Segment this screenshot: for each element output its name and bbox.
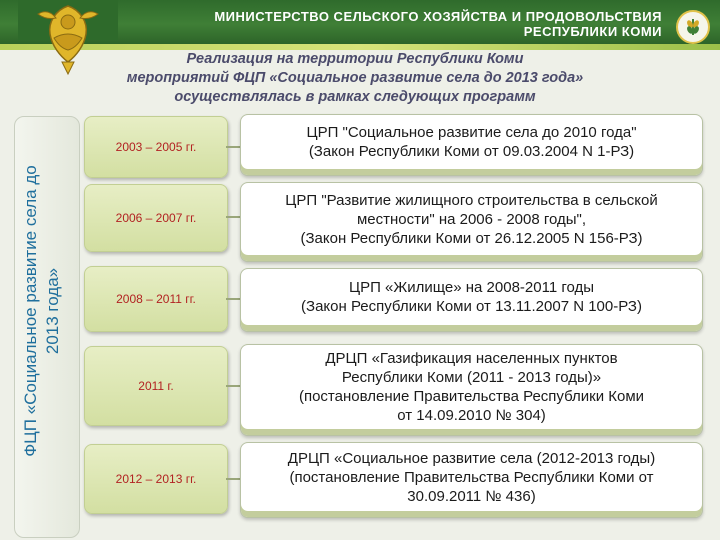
program-text: ЦРП «Жилище» на 2008-2011 годы (Закон Республики Коми от 13.11.2007 N 100-РЗ)	[301, 279, 642, 315]
program-box-2	[240, 182, 703, 262]
connector-line	[226, 385, 240, 387]
connector-line	[226, 298, 240, 300]
program-box-1	[240, 114, 703, 176]
period-box-4	[84, 346, 228, 426]
period-label: 2012 – 2013 гг.	[115, 472, 197, 486]
program-text: ЦРП "Развитие жилищного строительства в сельской местности" на 2006 - 2008 годы", (Закон Республики Коми от 26.12.2005 N 156-РЗ)	[285, 191, 658, 247]
side-label-text: ФЦП «Социальное развитие села до 2013 года»	[21, 165, 62, 457]
period-label: 2011 г.	[138, 379, 174, 393]
program-text: ЦРП "Социальное развитие села до 2010 года" (Закон Республики Коми от 09.03.2004 N 1-РЗ)	[306, 124, 637, 160]
period-box-3	[84, 266, 228, 332]
period-label: 2008 – 2011 гг.	[116, 292, 196, 306]
program-box-5	[240, 442, 703, 518]
period-box-2	[84, 184, 228, 252]
connector-line	[226, 146, 240, 148]
ministry-logo-icon	[676, 10, 710, 44]
program-box-4	[240, 344, 703, 436]
period-box-5	[84, 444, 228, 514]
period-box-1	[84, 116, 228, 178]
side-label-panel	[14, 116, 80, 538]
period-label: 2006 – 2007 гг.	[115, 211, 197, 225]
connector-line	[226, 216, 240, 218]
program-text: ДРЦП «Газификация населенных пунктов Республики Коми (2011 - 2013 годы)» (постановление Правительства Республики Коми от 14.09.2010 № 304)	[298, 350, 645, 424]
ministry-title: МИНИСТЕРСТВО СЕЛЬСКОГО ХОЗЯЙСТВА И ПРОДОВОЛЬСТВИЯ РЕСПУБЛИКИ КОМИ	[214, 9, 662, 39]
connector-line	[226, 478, 240, 480]
program-box-3	[240, 268, 703, 332]
slide-subtitle: Реализация на территории Республики Коми мероприятий ФЦП «Социальное развитие села до 2013 года» осуществлялась в рамках следующих программ	[126, 51, 584, 105]
program-text: ДРЦП «Социальное развитие села (2012-2013 годы) (постановление Правительства Республики Коми от 30.09.2011 № 436)	[287, 449, 656, 505]
period-label: 2003 – 2005 гг.	[115, 140, 197, 154]
wheat-icon	[682, 16, 704, 38]
